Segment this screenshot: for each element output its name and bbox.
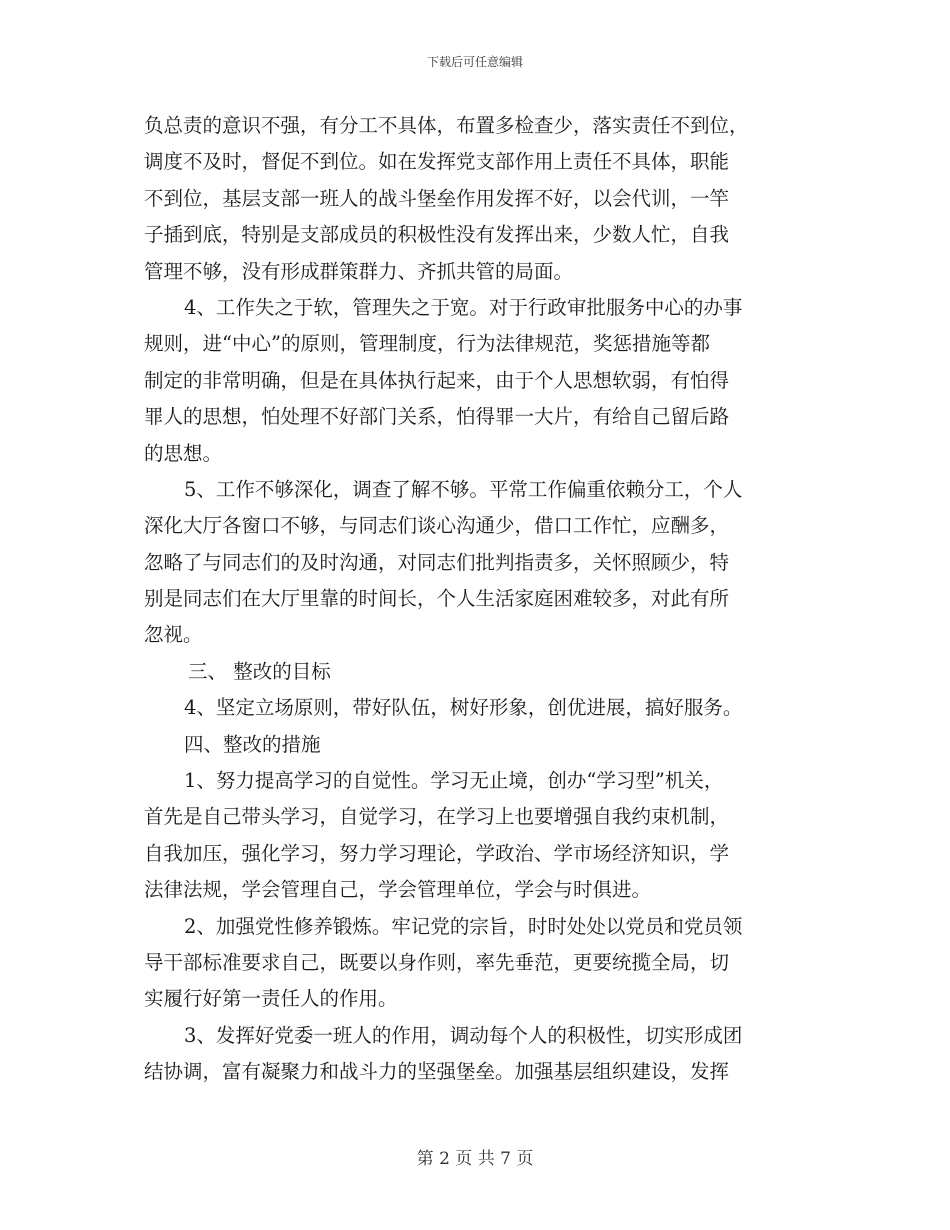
text-line: 法律法规，学会管理自己，学会管理单位，学会与时俱进。 [144, 878, 652, 902]
text-line: 自我加压，强化学习，努力学习理论，学政治、学市场经济知识，学 [144, 841, 730, 865]
text-line: 三、 整改的目标 [188, 659, 331, 683]
text-line: 深化大厅各窗口不够，与同志们谈心沟通少，借口工作忙，应酬多， [144, 514, 730, 538]
text-line: 负总责的意识不强，有分工不具体，布置多检查少，落实责任不到位， [144, 114, 749, 137]
page-number-footer: 第 2 页 共 7 页 [416, 1149, 534, 1169]
text-line: 管理不够，没有形成群策群力、齐抓共管的局面。 [144, 259, 574, 283]
page-header: 下载后可任意编辑 [426, 55, 523, 69]
text-line: 别是同志们在大厅里靠的时间长，个人生活家庭困难较多，对此有所 [144, 587, 730, 611]
text-line: 结协调，富有凝聚力和战斗力的坚强堡垒。加强基层组织建设，发挥 [144, 1060, 730, 1084]
text-line: 不到位，基层支部一班人的战斗堡垒作用发挥不好，以会代训，一竿 [144, 186, 730, 210]
text-line: 制定的非常明确，但是在具体执行起来，由于个人思想软弱，有怕得 [144, 368, 730, 392]
text-line: 调度不及时，督促不到位。如在发挥党支部作用上责任不具体，职能 [144, 150, 730, 174]
text-line: 的思想。 [144, 441, 223, 465]
text-line: 3、发挥好党委一班人的作用，调动每个人的积极性，切实形成团 [184, 1023, 743, 1047]
text-line: 4、坚定立场原则，带好队伍，树好形象，创优进展，搞好服务。 [184, 696, 743, 720]
text-line: 1、努力提高学习的自觉性。学习无止境，创办“学习型”机关， [184, 769, 724, 793]
text-line: 四、整改的措施 [184, 732, 321, 756]
text-line: 导干部标准要求自己，既要以身作则，率先垂范，更要统揽全局，切 [144, 950, 730, 974]
text-line: 规则，进“中心”的原则，管理制度，行为法律规范，奖惩措施等都 [144, 332, 710, 356]
text-line: 首先是自己带头学习，自觉学习，在学习上也要增强自我约束机制， [144, 805, 730, 829]
text-line: 4、工作失之于软，管理失之于宽。对于行政审批服务中心的办事 [184, 295, 743, 319]
document-body [144, 108, 808, 1091]
text-line: 实履行好第一责任人的作用。 [144, 987, 398, 1011]
text-line: 5、工作不够深化，调查了解不够。平常工作偏重依赖分工，个人 [184, 477, 743, 501]
text-line: 忽视。 [144, 623, 203, 647]
text-line: 2、加强党性修养锻炼。牢记党的宗旨，时时处处以党员和党员领 [184, 914, 743, 938]
text-line: 忽略了与同志们的及时沟通，对同志们批判指责多，关怀照顾少，特 [144, 550, 730, 574]
text-line: 罪人的思想，怕处理不好部门关系，怕得罪一大片，有给自己留后路 [144, 405, 730, 429]
text-line: 子插到底，特别是支部成员的积极性没有发挥出来，少数人忙，自我 [144, 223, 730, 247]
